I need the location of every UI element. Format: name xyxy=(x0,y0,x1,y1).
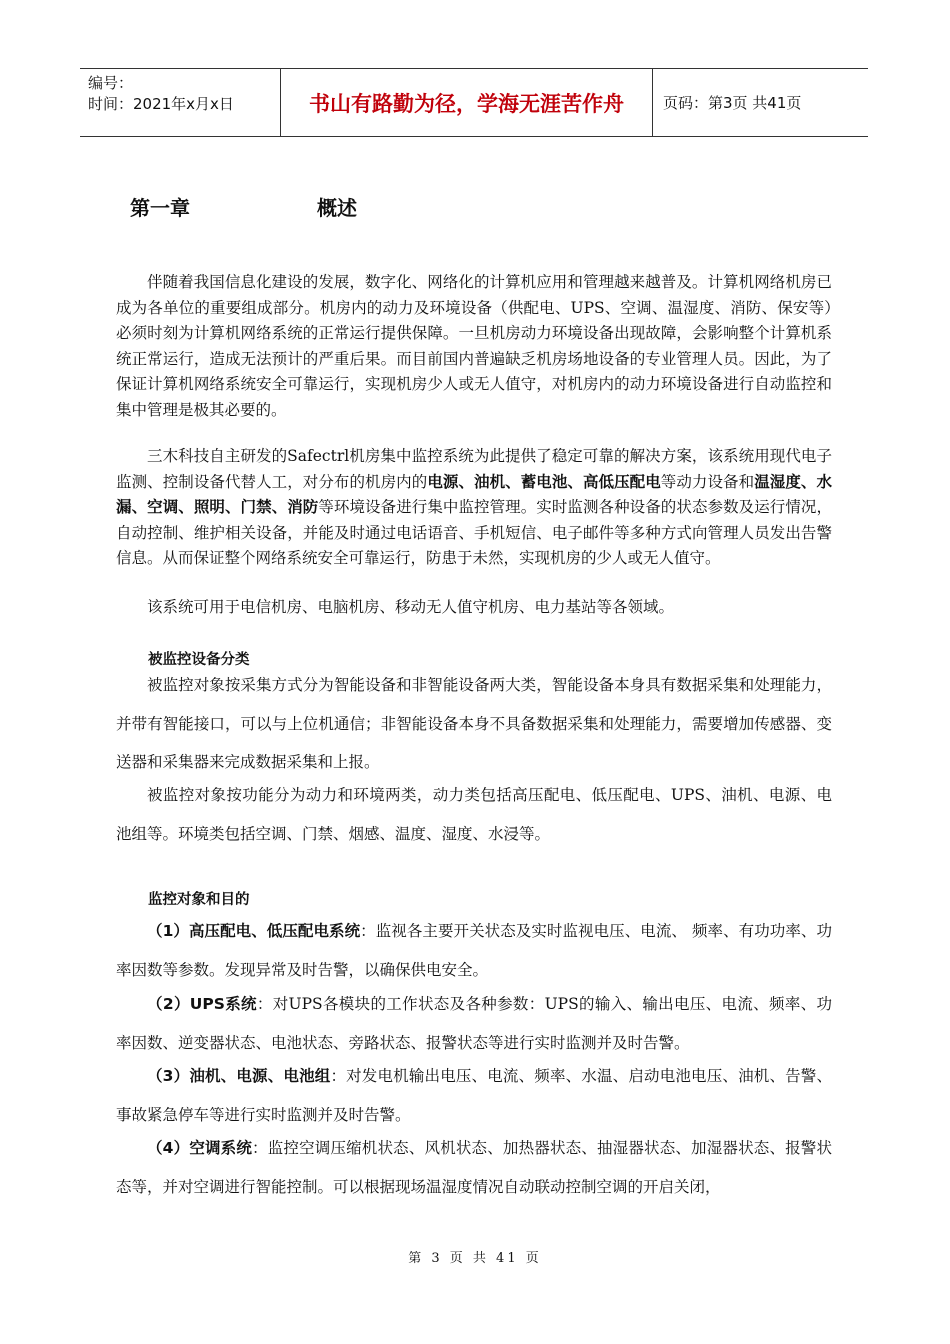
time-label: 时间：2021年x月x日 xyxy=(88,95,234,113)
header-motto: 书山有路勤为径，学海无涯苦作舟 xyxy=(281,69,653,136)
intro-paragraph-1: 伴随着我国信息化建设的发展，数字化、网络化的计算机应用和管理越来越普及。计算机网络机房已成为各单位的重要组成部分。机房内的动力及环境设备（供配电、UPS、空调、温湿度、消防、保安等）必须时刻为计算机网络系统的正常运行提供保障。一旦机房动力环境设备出现故障，会影响整个计算机系统正常运行，造成无法预计的严重后果。而目前国内普遍缺乏机房场地设备的专业管理人员。因此，为了保证计算机网络系统安全可靠运行，实现机房少人或无人值守，对机房内的动力环境设备进行自动监控和集中管理是极其必要的。 xyxy=(116,273,832,419)
header-table xyxy=(80,68,868,137)
monitor-item-3: （3）油机、电源、电池组：对发电机输出电压、电流、频率、水温、启动电池电压、油机、告警、事故紧急停车等进行实时监测并及时告警。 xyxy=(116,1067,832,1124)
section-title-device-classes: 被监控设备分类 xyxy=(148,652,250,668)
monitor-item-1: （1）高压配电、低压配电系统：监视各主要开关状态及实时监视电压、电流、 频率、有功功率、功率因数等参数。发现异常及时告警，以确保供电安全。 xyxy=(116,922,832,979)
section1-paragraph-2: 被监控对象按功能分为动力和环境两类，动力类包括高压配电、低压配电、UPS、油机、电源、电池组等。环境类包括空调、门禁、烟感、温度、湿度、水浸等。 xyxy=(116,786,832,843)
header-meta xyxy=(80,69,281,136)
intro-paragraph-2: 三木科技自主研发的Safectrl机房集中监控系统为此提供了稳定可靠的解决方案，该系统用现代电子监测、控制设备代替人工，对分布的机房内的电源、油机、蓄电池、高低压配电等动力设备和温湿度、水漏、空调、照明、门禁、消防等环境设备进行集中监控管理。实时监测各种设备的状态参数及运行情况，自动控制、维护相关设备，并能及时通过电话语音、手机短信、电子邮件等多种方式向管理人员发出告警信息。从而保证整个网络系统安全可靠运行，防患于未然，实现机房的少人或无人值守。 xyxy=(116,447,832,568)
chapter-heading xyxy=(130,192,357,221)
page-footer: 第 3 页 共 41 页 xyxy=(408,1251,542,1266)
chapter-title: 概述 xyxy=(317,196,357,220)
number-label: 编号： xyxy=(88,74,134,92)
monitor-item-4: （4）空调系统：监控空调压缩机状态、风机状态、加热器状态、抽湿器状态、加湿器状态、报警状态等，并对空调进行智能控制。可以根据现场温湿度情况自动联动控制空调的开启关闭， xyxy=(116,1139,832,1196)
monitor-item-2: （2）UPS系统：对UPS各模块的工作状态及各种参数：UPS的输入、输出电压、电流、频率、功率因数、逆变器状态、电池状态、旁路状态、报警状态等进行实时监测并及时告警。 xyxy=(116,995,832,1052)
environment-equipment-list: 温湿度、水漏、空调、照明、门禁、消防 xyxy=(116,472,832,517)
chapter-number: 第一章 xyxy=(130,196,190,220)
header-page-info: 页码：第3页 共41页 xyxy=(663,94,802,112)
section1-paragraph-1: 被监控对象按采集方式分为智能设备和非智能设备两大类，智能设备本身具有数据采集和处理能力，并带有智能接口，可以与上位机通信；非智能设备本身不具备数据采集和处理能力，需要增加传感器、变送器和采集器来完成数据采集和上报。 xyxy=(116,676,832,771)
power-equipment-list: 电源、油机、蓄电池、高低压配电 xyxy=(427,472,661,491)
section-title-objects-goals: 监控对象和目的 xyxy=(148,892,250,908)
intro-paragraph-3: 该系统可用于电信机房、电脑机房、移动无人值守机房、电力基站等各领域。 xyxy=(147,598,675,616)
